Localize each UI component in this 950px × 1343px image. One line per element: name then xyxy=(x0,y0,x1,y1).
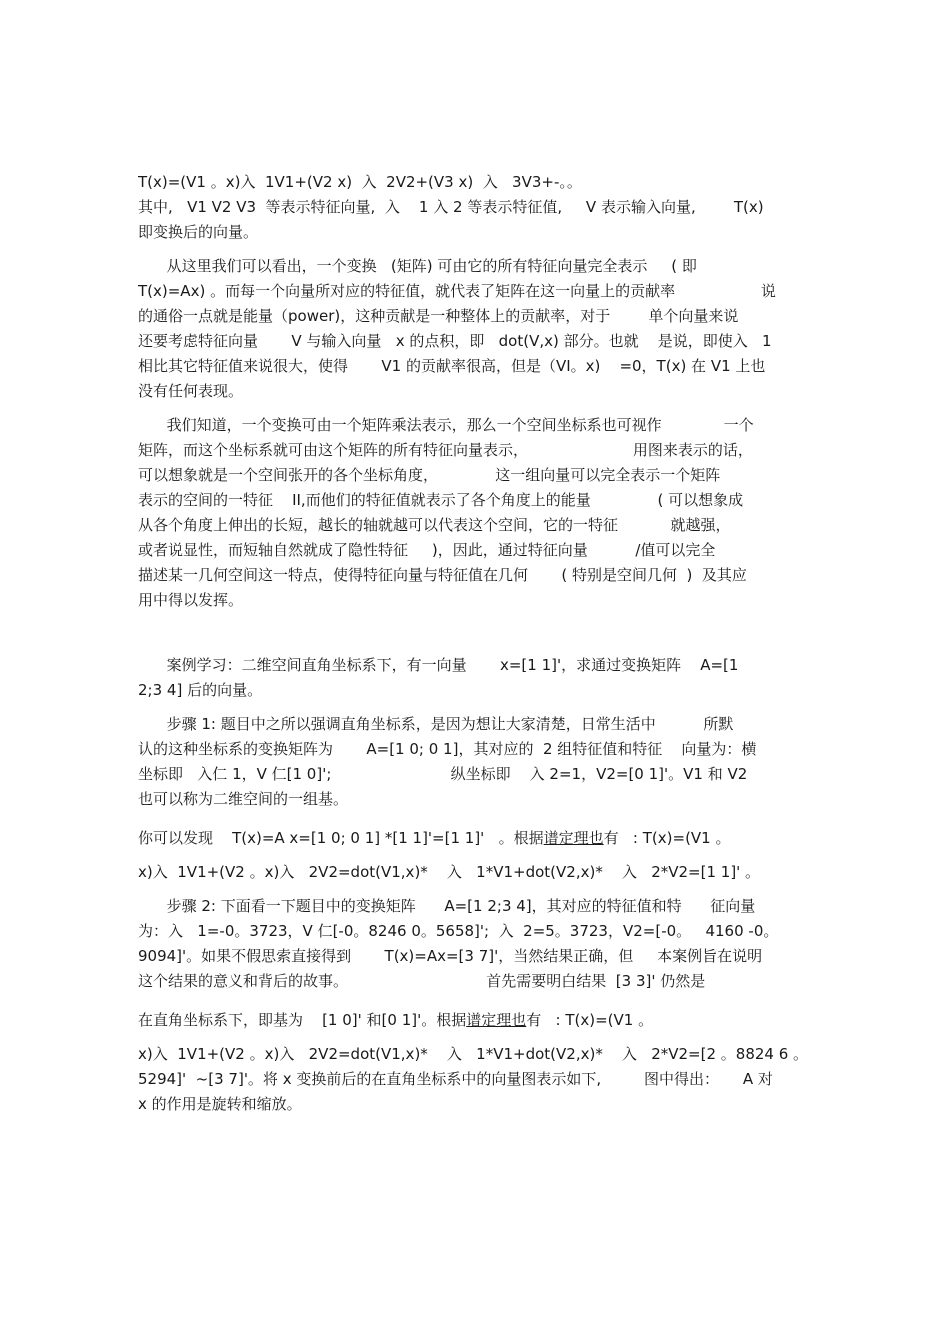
text-line: T(x)=Ax) 。而每一个向量所对应的特征值，就代表了矩阵在这一向量上的贡献率 说 xyxy=(138,282,776,300)
text-line: 案例学习：二维空间直角坐标系下，有一向量 x=[1 1]'，求通过变换矩阵 A=[1 xyxy=(138,656,739,674)
text-line: 这个结果的意义和背后的故事。 首先需要明白结果 [3 3]' 仍然是 xyxy=(138,972,706,990)
text-line: 5294]' ~[3 7]'。将 x 变换前后的在直角坐标系中的向量图表示如下, 图中得出： A 对 xyxy=(138,1070,773,1088)
paragraph-step-2 xyxy=(138,894,810,994)
text-line: 步骤 1: 题目中之所以强调直角坐标系，是因为想让大家清楚，日常生活中 所默 xyxy=(138,715,734,733)
theorem-text: 有 : T(x)=(V1 。 xyxy=(603,829,731,847)
text-line: 也可以称为二维空间的一组基。 xyxy=(138,790,349,808)
text-line: 还要考虑特征向量 V 与输入向量 x 的点积，即 dot(V,x) 部分。也就 是说，即使入 1 xyxy=(138,332,772,350)
text-line: 相比其它特征值来说很大，使得 V1 的贡献率很高，但是（VI。x) =0，T(x) 在 V1 上也 xyxy=(138,357,766,375)
text-line: 可以想象就是一个空间张开的各个坐标角度， 这一组向量可以完全表示一个矩阵 xyxy=(138,466,721,484)
paragraph-step-1 xyxy=(138,712,810,812)
text-line: 我们知道，一个变换可由一个矩阵乘法表示，那么一个空间坐标系也可视作 一个 xyxy=(138,416,754,434)
document-page xyxy=(138,170,810,1117)
text-line: 从这里我们可以看出，一个变换 (矩阵) 可由它的所有特征向量完全表示 ( 即 xyxy=(138,257,697,275)
text-line: 没有任何表现。 xyxy=(138,382,244,400)
text-line: 2;3 4] 后的向量。 xyxy=(138,681,263,699)
paragraph-coordinate-system xyxy=(138,413,810,613)
spectral-theorem-link[interactable]: 谱定理也 xyxy=(466,1011,527,1029)
text-line: 矩阵，而这个坐标系就可由这个矩阵的所有特征向量表示， 用图来表示的话， xyxy=(138,441,753,459)
theorem-text: 你可以发现 T(x)=A x=[1 0; 0 1] *[1 1]'=[1 1]' 。根据 xyxy=(138,829,544,847)
paragraph-formula xyxy=(138,170,810,245)
text-line: x 的作用是旋转和缩放。 xyxy=(138,1095,302,1113)
text-line: 表示的空间的一特征 II,而他们的特征值就表示了各个角度上的能量 ( 可以想象成 xyxy=(138,491,744,509)
text-line: 步骤 2: 下面看一下题目中的变换矩阵 A=[1 2;3 4]，其对应的特征值和特 征向量 xyxy=(138,897,756,915)
text-line: 从各个角度上伸出的长短，越长的轴就越可以代表这个空间，它的一特征 就越强， xyxy=(138,516,731,534)
formula-line: x)入 1V1+(V2 。x)入 2V2=dot(V1,x)* 入 1*V1+dot(V2,x)* 入 2*V2=[1 1]' 。 xyxy=(138,863,761,881)
text-line: x)入 1V1+(V2 。x)入 2V2=dot(V1,x)* 入 1*V1+dot(V2,x)* 入 2*V2=[2 。8824 6 。 xyxy=(138,1045,809,1063)
text-line: T(x)=(V1 。x)入 1V1+(V2 x) 入 2V2+(V3 x) 入 3V3+-。。 xyxy=(138,173,582,191)
paragraph-contribution xyxy=(138,254,810,404)
theorem-text: 在直角坐标系下，即基为 [1 0]' 和[0 1]'。根据 xyxy=(138,1011,467,1029)
text-line: 描述某一几何空间这一特点，使得特征向量与特征值在几何 ( 特别是空间几何 ) 及其应 xyxy=(138,566,747,584)
text-line: 为：入 1=-0。3723，V 仁[-0。8246 0。5658]'; 入 2=5。3723，V2=[-0。 4160 -0。 xyxy=(138,922,779,940)
text-line: 用中得以发挥。 xyxy=(138,591,244,609)
text-line: 其中, V1 V2 V3 等表示特征向量, 入 1 入 2 等表示特征值, V 表示输入向量, T(x) xyxy=(138,198,764,216)
spectral-theorem-link[interactable]: 谱定理也 xyxy=(543,829,604,847)
text-line: 9094]'。如果不假思索直接得到 T(x)=Ax=[3 7]'，当然结果正确，但 本案例旨在说明 xyxy=(138,947,763,965)
text-line: 认的这种坐标系的变换矩阵为 A=[1 0; 0 1]，其对应的 2 组特征值和特征 向量为：横 xyxy=(138,740,757,758)
paragraph-case-study xyxy=(138,653,810,703)
text-line: 坐标即 入仁 1，V 仁[1 0]'; 纵坐标即 入 2=1，V2=[0 1]'。V1 和 V2 xyxy=(138,765,748,783)
text-line: 即变换后的向量。 xyxy=(138,223,259,241)
text-line: 的通俗一点就是能量（power)，这种贡献是一种整体上的贡献率，对于 单个向量来说 xyxy=(138,307,739,325)
theorem-text: 有 : T(x)=(V1 。 xyxy=(526,1011,654,1029)
paragraph-final xyxy=(138,1042,810,1117)
theorem-line xyxy=(138,826,810,851)
theorem-line xyxy=(138,1008,810,1033)
text-line: 或者说显性，而短轴自然就成了隐性特征 )，因此，通过特征向量 /值可以完全 xyxy=(138,541,716,559)
